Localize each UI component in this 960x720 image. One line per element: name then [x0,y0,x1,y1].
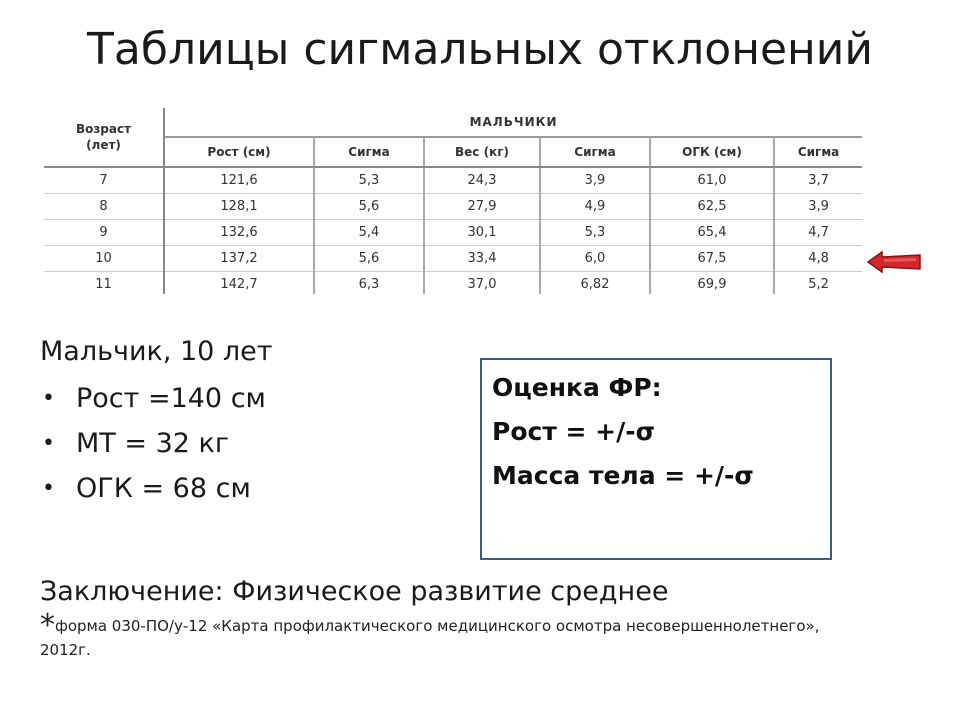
table-row-cropped [44,272,862,295]
table-cell: 142,7 [164,272,314,295]
evaluation-height: Рост = +/-σ [492,417,656,446]
table-cell: 132,6 [164,220,314,246]
footnote [40,608,820,662]
sigma-table-image [44,108,862,294]
bullet-icon: • [42,386,55,411]
table-cell: 7 [44,167,164,194]
table-cell: 3,7 [774,167,862,194]
footnote-text: форма 030-ПО/у-12 «Карта профилактического медицинского осмотра несовершеннолетнего», 2012г. [40,617,820,659]
conclusion-text: Заключение: Физическое развитие среднее [40,576,669,607]
table-cell: 8 [44,194,164,220]
list-item [40,376,266,421]
table-cell: 5,3 [314,167,424,194]
column-header: Вес (кг) [424,137,540,167]
column-header: Сигма [540,137,650,167]
table-cell: 5,2 [774,272,862,295]
parameter-body-mass: МТ = 32 кг [76,428,230,459]
evaluation-box [480,358,832,560]
table-cell: 5,4 [314,220,424,246]
age-header-unit: (лет) [86,138,121,152]
table-cell: 61,0 [650,167,774,194]
table-cell: 4,9 [540,194,650,220]
bullet-icon: • [42,476,55,501]
age-column-header [44,108,164,167]
list-item [40,421,266,466]
table-row [44,167,862,194]
table-cell: 24,3 [424,167,540,194]
table-cell: 67,5 [650,246,774,272]
table-cell: 121,6 [164,167,314,194]
case-parameters-list [40,376,266,511]
footnote-star: * [40,608,55,643]
table-cell: 4,7 [774,220,862,246]
table-cell: 65,4 [650,220,774,246]
column-header: ОГК (см) [650,137,774,167]
table-cell: 137,2 [164,246,314,272]
evaluation-body-mass: Масса тела = +/-σ [492,461,754,490]
bullet-icon: • [42,431,55,456]
table-cell: 62,5 [650,194,774,220]
case-title: Мальчик, 10 лет [40,336,273,367]
column-header: Сигма [314,137,424,167]
table-cell: 3,9 [540,167,650,194]
table-cell: 27,9 [424,194,540,220]
table-cell: 6,82 [540,272,650,295]
list-item [40,466,266,511]
evaluation-heading: Оценка ФР: [492,373,662,402]
age-header-label: Возраст [75,122,132,136]
table-row [44,194,862,220]
slide-title: Таблицы сигмальных отклонений [87,24,873,75]
table-cell: 6,3 [314,272,424,295]
table-cell: 9 [44,220,164,246]
column-header: Сигма [774,137,862,167]
parameter-chest-circumference: ОГК = 68 см [76,473,251,504]
table-cell: 30,1 [424,220,540,246]
table-cell: 5,3 [540,220,650,246]
table-cell: 3,9 [774,194,862,220]
table-row-highlighted [44,246,862,272]
sigma-table [44,108,862,294]
red-left-arrow-icon [866,250,922,274]
table-cell: 37,0 [424,272,540,295]
table-cell: 11 [44,272,164,295]
table-cell: 5,6 [314,246,424,272]
table-cell: 5,6 [314,194,424,220]
boys-group-header: МАЛЬЧИКИ [164,108,862,137]
parameter-height: Рост =140 см [76,383,266,414]
table-cell: 128,1 [164,194,314,220]
column-header: Рост (см) [164,137,314,167]
table-cell: 6,0 [540,246,650,272]
table-cell: 10 [44,246,164,272]
table-cell: 69,9 [650,272,774,295]
table-cell: 4,8 [774,246,862,272]
table-cell: 33,4 [424,246,540,272]
table-row [44,220,862,246]
